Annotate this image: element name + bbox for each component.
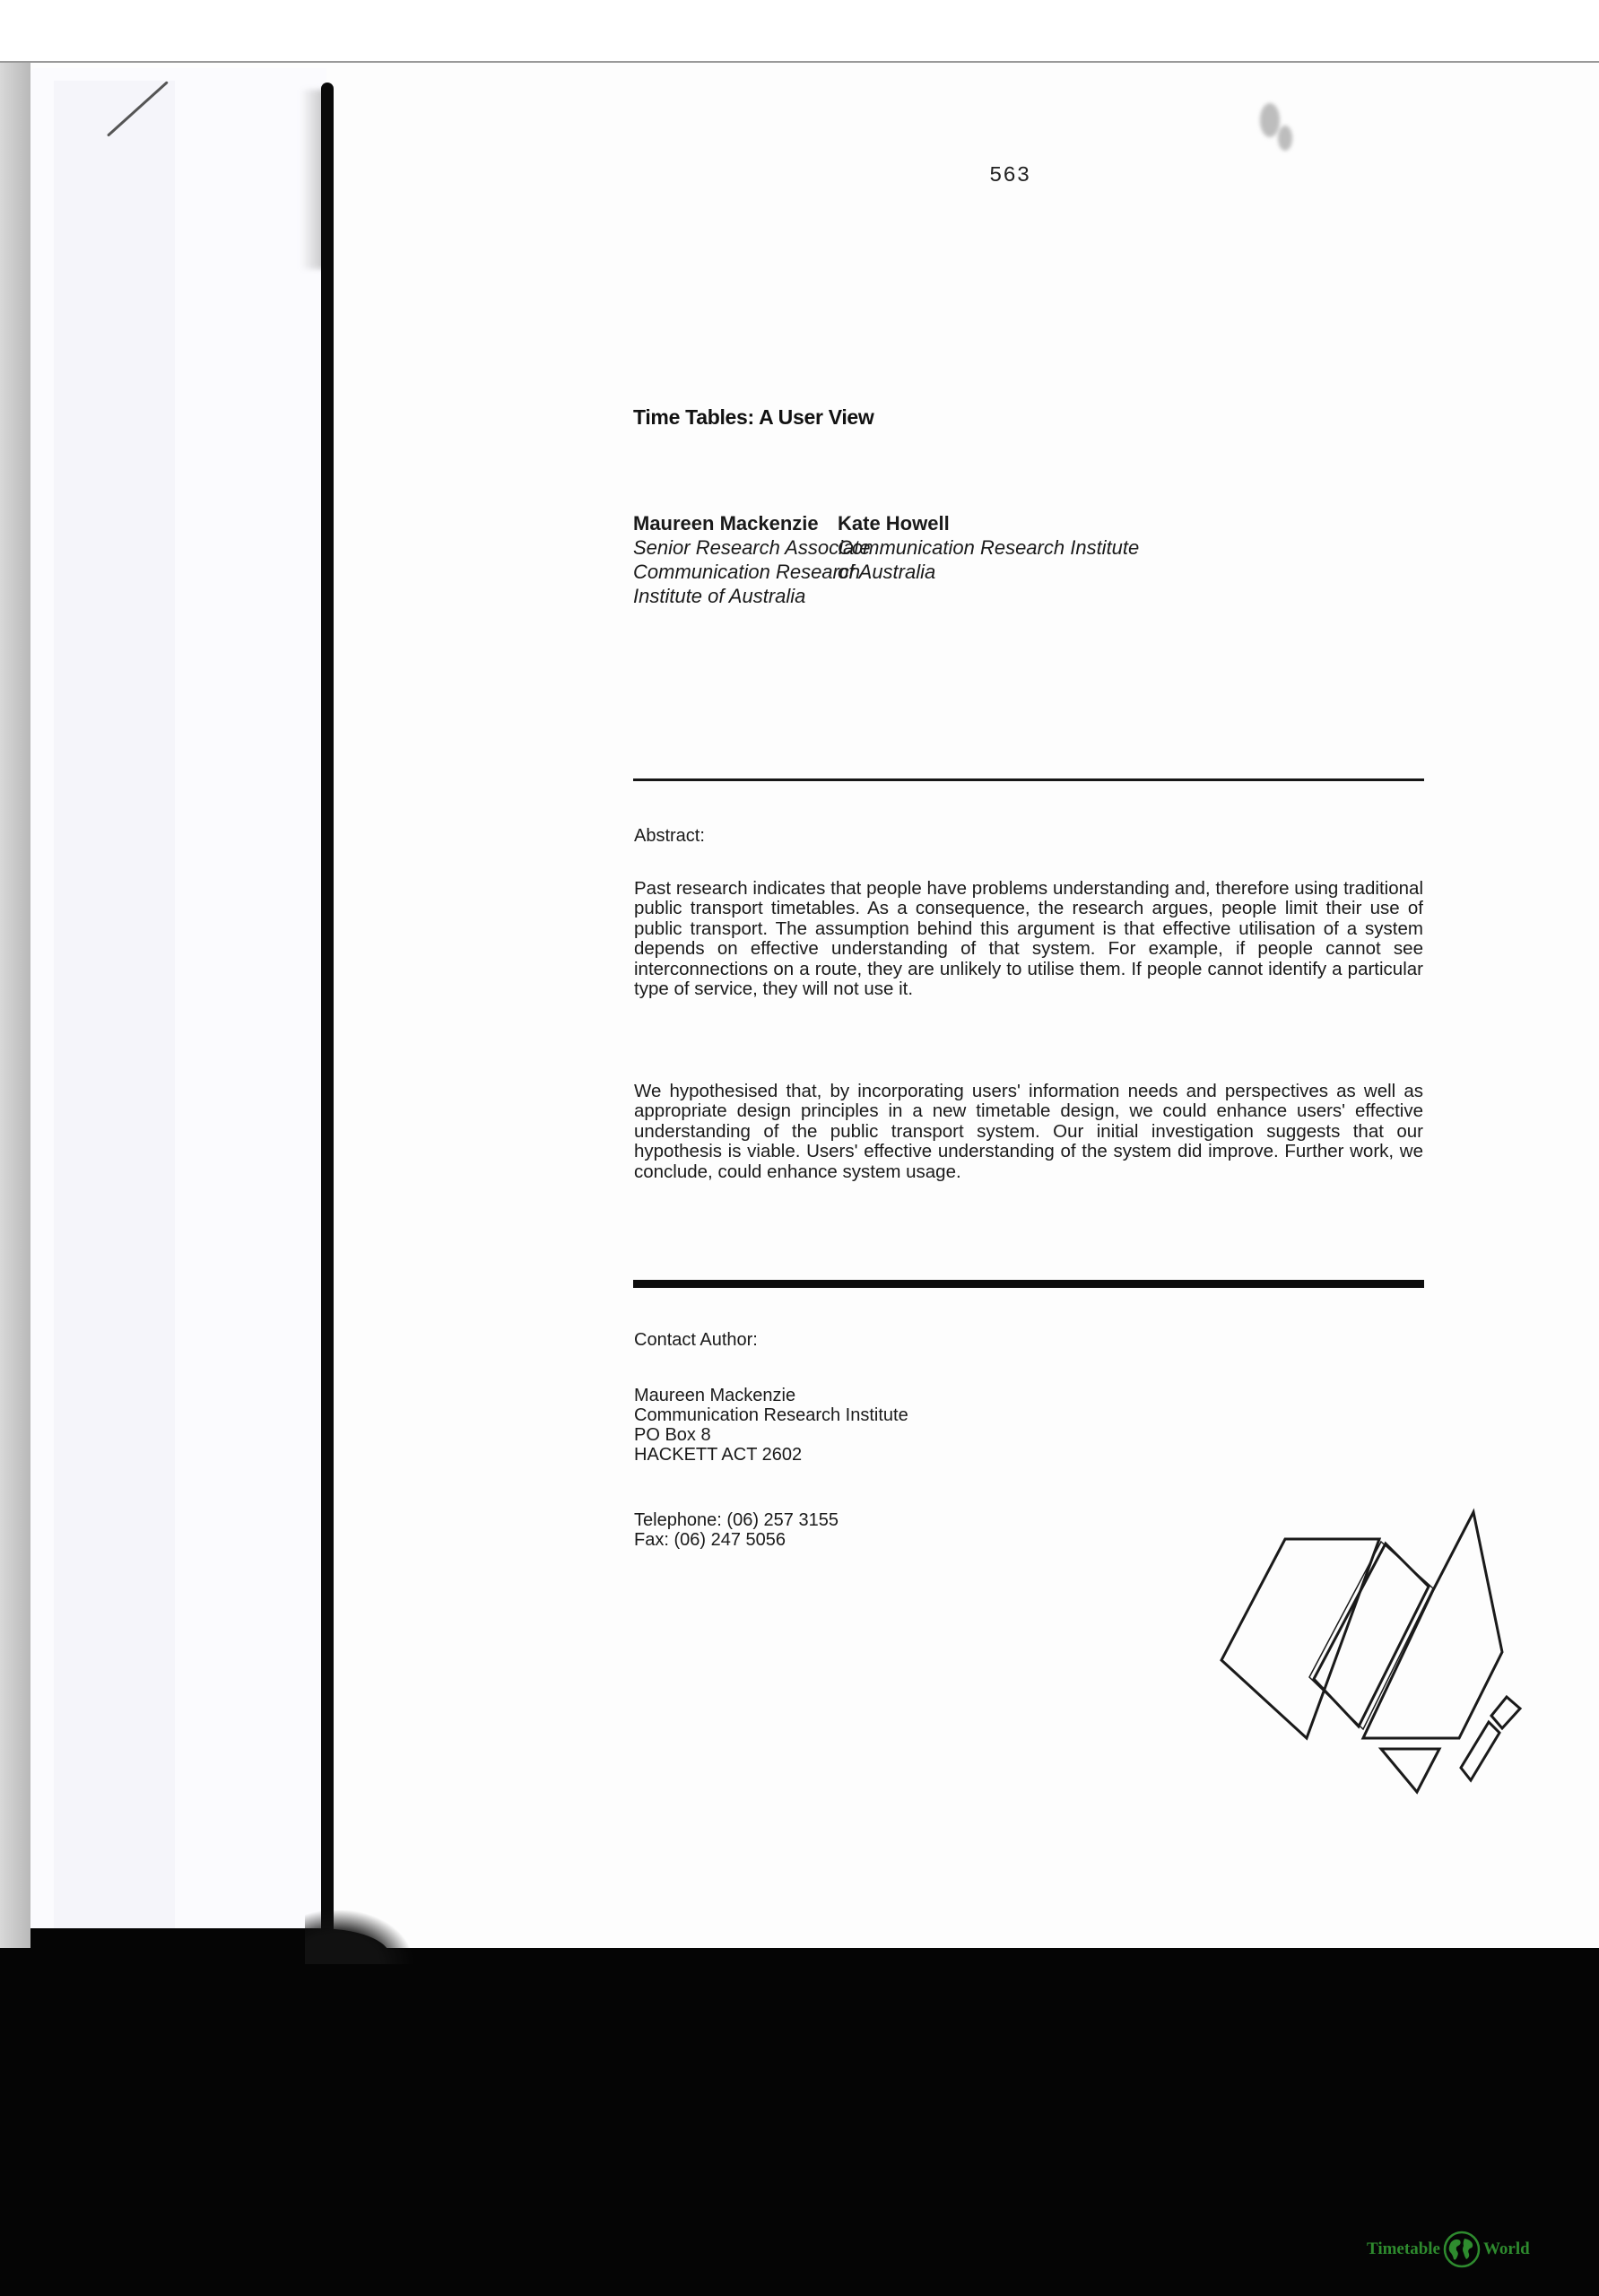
- previous-page-tint: [54, 81, 175, 1928]
- author-affiliation-line: Institute of Australia: [633, 585, 806, 607]
- watermark-left-text: Timetable: [1367, 2239, 1440, 2258]
- globe-icon: [1442, 2230, 1482, 2269]
- section-divider-thick: [633, 1280, 1424, 1288]
- contact-numbers: [634, 1510, 839, 1550]
- scan-speck: [1278, 126, 1292, 151]
- author-block-2: [838, 511, 1139, 584]
- watermark-right-text: World: [1482, 2239, 1530, 2258]
- fax-number: Fax: (06) 247 5056: [634, 1530, 786, 1550]
- abstract-paragraph: We hypothesised that, by incorporating users' information needs and perspectives as well as appropriate design principles in a new timetable design, we could enhance users' effective understanding of the public transport system. Our initial investigation suggests that our hypothesis is viable. Users' effective understanding of the system did improve. Further work, we conclude, could enhance system usage.: [634, 1081, 1423, 1182]
- book-binding-gutter: [321, 83, 334, 1948]
- address-line: Maureen Mackenzie: [634, 1386, 796, 1405]
- author-affiliation-line: of Australia: [838, 561, 936, 583]
- scan-background-bottom: [0, 1948, 1599, 2296]
- communication-research-institute-logo-icon: [1193, 1471, 1569, 1812]
- underlying-page-edge: [0, 63, 30, 1991]
- author-affiliation-line: Communication Research Institute: [838, 536, 1140, 559]
- scan-background-top: [0, 0, 1599, 63]
- scan-edge: [0, 61, 1599, 63]
- contact-address: [634, 1386, 908, 1465]
- section-divider: [633, 778, 1424, 781]
- binding-foot: [305, 1910, 413, 1964]
- address-line: Communication Research Institute: [634, 1405, 908, 1425]
- address-line: PO Box 8: [634, 1425, 711, 1445]
- abstract-paragraph: Past research indicates that people have problems understanding and, therefore using traditional public transport timetables. As a consequence, the research argues, people limit their use of public transport. The assumption behind this argument is that effective utilisation of a system depends on effective understanding of that system. For example, if people cannot see interconnections on a route, they are unlikely to utilise them. If people cannot identify a particular type of service, they will not use it.: [634, 878, 1423, 1000]
- telephone-number: Telephone: (06) 257 3155: [634, 1510, 839, 1530]
- author-name: Maureen Mackenzie: [633, 512, 819, 535]
- author-block-1: [633, 511, 871, 608]
- contact-heading: Contact Author:: [634, 1330, 758, 1350]
- page-number: 563: [989, 164, 1031, 188]
- author-affiliation-line: Communication Research: [633, 561, 861, 583]
- author-affiliation-line: Senior Research Associate: [633, 536, 871, 559]
- abstract-heading: Abstract:: [634, 826, 705, 846]
- timetable-world-watermark: [1367, 2230, 1530, 2269]
- scan-speck: [1260, 103, 1280, 137]
- address-line: HACKETT ACT 2602: [634, 1445, 803, 1465]
- paper-title: Time Tables: A User View: [633, 405, 874, 429]
- author-name: Kate Howell: [838, 512, 950, 535]
